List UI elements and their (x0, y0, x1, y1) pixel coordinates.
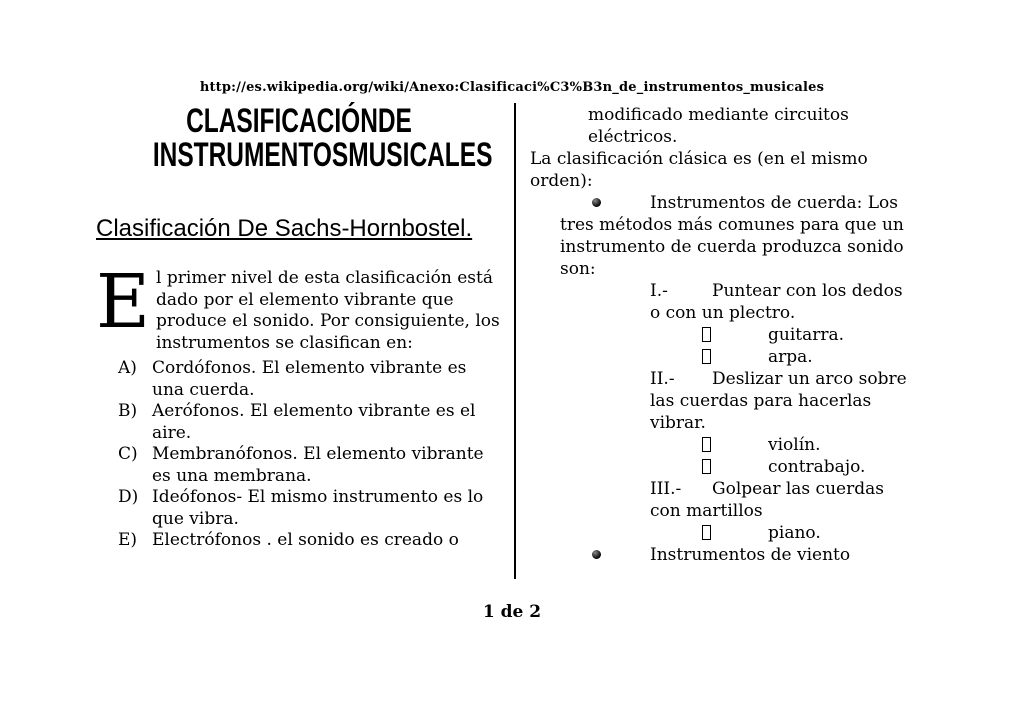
method-text: Golpear las cuerdas con martillos (650, 479, 884, 521)
page-number: 1 de 2 (482, 602, 542, 622)
list-item-marker: C) (118, 444, 138, 464)
example-item-arpa (530, 346, 918, 368)
list-item-marker: A) (118, 358, 137, 378)
bullet-item-wind (530, 544, 918, 566)
example-text: arpa. (768, 347, 813, 367)
method-item-3 (530, 478, 918, 522)
continuation-text: modificado mediante circuitos eléctricos. (588, 105, 849, 147)
example-text: piano. (768, 523, 821, 543)
bullet-item-strings (530, 192, 918, 280)
example-item-piano (530, 522, 918, 544)
example-item-violin (530, 434, 918, 456)
left-column (96, 104, 502, 552)
list-item-membranofonos (96, 444, 502, 487)
title-line-2: INSTRUMENTOSMUSICALES (152, 136, 493, 174)
missing-glyph-icon (702, 437, 711, 452)
missing-glyph-icon (702, 525, 711, 540)
method-item-1 (530, 280, 918, 324)
list-item-text: Electrófonos . el sonido es creado o (152, 530, 459, 550)
missing-glyph-icon (702, 349, 711, 364)
intro-text: l primer nivel de esta clasificación está dado por el elemento vibrante que produce el sonido. Por consiguiente, los instrumentos se clasifican en: (156, 268, 500, 353)
missing-glyph-icon (702, 327, 711, 342)
section-heading: Clasificación De Sachs-Hornbostel. (96, 215, 473, 242)
method-item-2 (530, 368, 918, 434)
method-numeral: II.- (650, 369, 675, 389)
bullet-item-text: Instrumentos de cuerda: Los tres métodos más comunes para que un instrumento de cuerda produzca sonido son: (560, 193, 904, 279)
list-item-marker: D) (118, 487, 139, 507)
example-item-contrabajo (530, 456, 918, 478)
bullet-icon (592, 550, 601, 559)
right-column (530, 104, 918, 566)
list-item-text: Cordófonos. El elemento vibrante es una cuerda. (152, 358, 467, 400)
document-title (152, 102, 493, 174)
list-item-marker: B) (118, 401, 138, 421)
example-text: violín. (768, 435, 821, 455)
method-text: Puntear con los dedos o con un plectro. (650, 281, 903, 323)
example-text: guitarra. (768, 325, 845, 345)
classic-intro-text: La clasificación clásica es (en el mismo orden): (530, 149, 868, 191)
list-item-text: Ideófonos- El mismo instrumento es lo que vibra. (152, 487, 484, 529)
column-divider (514, 103, 516, 579)
intro-paragraph (96, 259, 502, 354)
dropcap-letter: E (96, 259, 151, 345)
list-item-text: Aerófonos. El elemento vibrante es el aire. (152, 401, 476, 443)
title-line-1: CLASIFICACIÓNDE (186, 102, 412, 140)
method-text: Deslizar un arco sobre las cuerdas para hacerlas vibrar. (650, 369, 907, 433)
source-url: http://es.wikipedia.org/wiki/Anexo:Clasificaci%C3%B3n_de_instrumentos_musicales (199, 80, 825, 95)
list-item-text: Membranófonos. El elemento vibrante es una membrana. (152, 444, 484, 486)
example-text: contrabajo. (768, 457, 866, 477)
list-item-marker: E) (118, 530, 138, 550)
example-item-guitarra (530, 324, 918, 346)
vibrating-element-list (96, 358, 502, 552)
list-item-electrofonos (96, 530, 502, 552)
bullet-icon (592, 198, 601, 207)
list-item-cordofonos (96, 358, 502, 401)
list-item-aerofonos (96, 401, 502, 444)
missing-glyph-icon (702, 459, 711, 474)
method-numeral: I.- (650, 281, 668, 301)
bullet-item-text: Instrumentos de viento (650, 545, 851, 565)
list-item-ideofonos (96, 487, 502, 530)
method-numeral: III.- (650, 479, 682, 499)
